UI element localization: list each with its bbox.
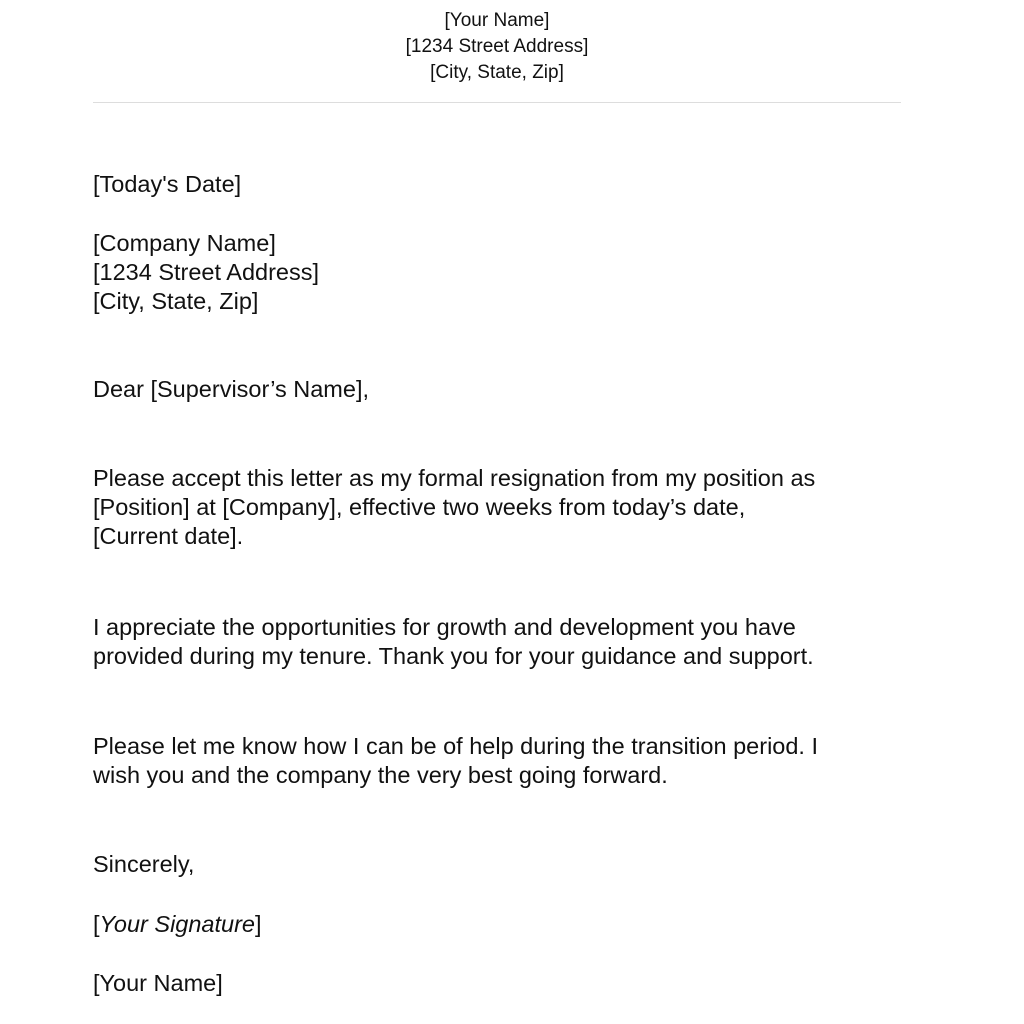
paragraph-line: [Position] at [Company], effective two weeks from today’s date, bbox=[93, 494, 746, 520]
body-paragraph-1 bbox=[93, 464, 815, 551]
closing-text: Sincerely, bbox=[93, 851, 195, 877]
body-paragraph-2 bbox=[93, 613, 814, 671]
signature-text bbox=[93, 910, 262, 939]
recipient-street: [1234 Street Address] bbox=[93, 259, 320, 285]
salutation-text: Dear [Supervisor’s Name], bbox=[93, 376, 370, 402]
sender-street: [1234 Street Address] bbox=[405, 36, 589, 57]
date-text: [Today's Date] bbox=[93, 171, 242, 197]
paragraph-line: wish you and the company the very best going forward. bbox=[93, 762, 668, 788]
signoff-name bbox=[93, 969, 223, 998]
closing bbox=[93, 850, 194, 879]
signature-line bbox=[93, 910, 262, 939]
recipient-company: [Company Name] bbox=[93, 230, 276, 256]
paragraph-line: Please let me know how I can be of help during the transition period. I bbox=[93, 733, 819, 759]
body-paragraph-3 bbox=[93, 732, 818, 790]
sender-name: [Your Name] bbox=[444, 10, 550, 31]
paragraph-line: I appreciate the opportunities for growth and development you have bbox=[93, 614, 796, 640]
signature-close-bracket: ] bbox=[255, 911, 262, 937]
signature-open-bracket: [ bbox=[93, 911, 100, 937]
header-divider bbox=[93, 102, 901, 103]
letter-date bbox=[93, 170, 241, 199]
salutation bbox=[93, 375, 369, 404]
recipient-city: [City, State, Zip] bbox=[93, 288, 259, 314]
recipient-address-block bbox=[93, 229, 319, 316]
paragraph-line: provided during my tenure. Thank you for your guidance and support. bbox=[93, 643, 814, 669]
sender-address-block bbox=[0, 8, 994, 86]
signoff-name-text: [Your Name] bbox=[93, 970, 223, 996]
paragraph-line: [Current date]. bbox=[93, 523, 244, 549]
paragraph-line: Please accept this letter as my formal resignation from my position as bbox=[93, 465, 816, 491]
sender-city: [City, State, Zip] bbox=[430, 62, 564, 83]
signature-placeholder: Your Signature bbox=[99, 911, 256, 937]
